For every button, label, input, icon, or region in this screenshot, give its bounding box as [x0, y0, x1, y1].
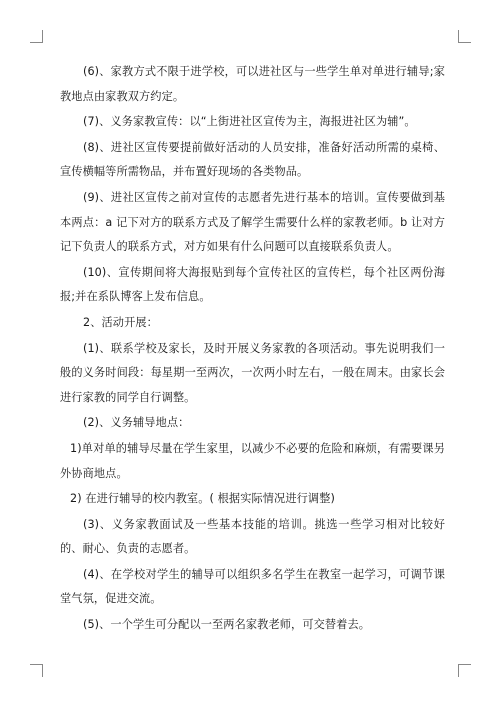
paragraph-1-contact: (1)、联系学校及家长，及时开展义务家教的各项活动。事先说明我们一般的义务时间段：每星期一至两次，一次两小时左右，一般在周末。由家长会进行家教的同学自行调整。 [60, 341, 445, 404]
paragraph-6-tutoring-method: (6)、家教方式不限于进学校，可以进社区与一些学生单对单进行辅导;家教地点由家教双方约定。 [60, 65, 445, 103]
paragraph-3-interview: (3)、义务家教面试及一些基本技能的培训。挑选一些学习相对比较好的、耐心、负责的志愿者。 [60, 517, 445, 556]
crop-mark-top-right [458, 30, 471, 43]
section-heading-activity: 2、活动开展： [83, 315, 158, 329]
paragraph-2-location-heading: (2)、义务辅导地点： [83, 416, 190, 430]
paragraph-7-promotion: (7)、义务家教宣传：以“上街进社区宣传为主，海报进社区为辅”。 [83, 115, 416, 129]
paragraph-4-group-study: (4)、在学校对学生的辅导可以组织多名学生在教室一起学习，可调节课堂气氛，促进交流。 [60, 567, 445, 606]
crop-mark-top-left [30, 30, 43, 43]
paragraph-9-training: (9)、进社区宣传之前对宣传的志愿者先进行基本的培训。宣传要做到基本两点：a 记下对方的联系方式及了解学生需要什么样的家教老师。b 让对方记下负责人的联系方式，对方如果有什么问题可以直接联系负责人。 [60, 190, 445, 254]
crop-mark-bottom-left [30, 664, 43, 677]
document-body [60, 60, 445, 639]
list-item-2-classroom: 2) 在进行辅导的校内教室。( 根据实际情况进行调整) [70, 492, 335, 506]
paragraph-10-posters: (10)、宣传期间将大海报贴到每个宣传社区的宣传栏，每个社区两份海报;并在系队博客上发布信息。 [60, 265, 445, 304]
paragraph-8-preparation: (8)、进社区宣传要提前做好活动的人员安排，准备好活动所需的桌椅、宣传横幅等所需物品，并布置好现场的各类物品。 [60, 140, 445, 179]
crop-mark-bottom-right [458, 664, 471, 677]
paragraph-5-assignment: (5)、一个学生可分配以一至两名家教老师，可交替着去。 [83, 618, 371, 632]
list-item-1-home: 1)单对单的辅导尽量在学生家里，以减少不必要的危险和麻烦，有需要课另外协商地点。 [60, 441, 445, 480]
